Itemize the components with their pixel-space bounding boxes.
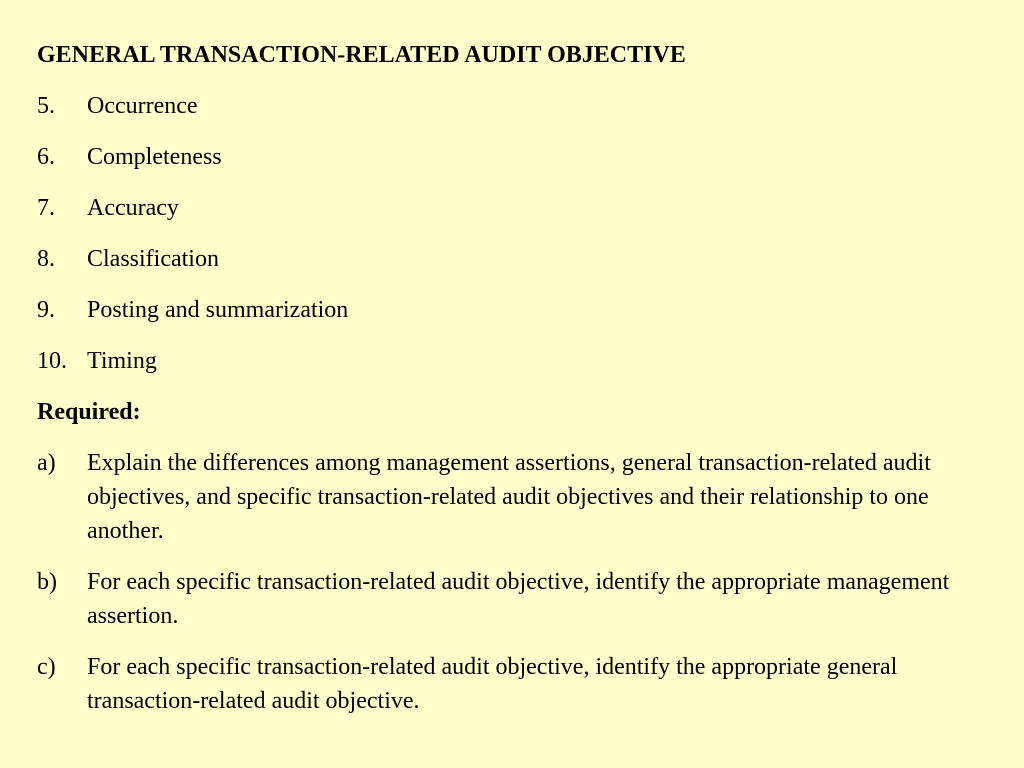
- objective-number: 6.: [37, 144, 55, 170]
- required-label: Required:: [37, 399, 141, 425]
- objective-text: Occurrence: [87, 93, 198, 119]
- requirement-item: [37, 446, 967, 548]
- slide-content: [37, 38, 967, 735]
- objective-item: [37, 242, 967, 276]
- objective-text: Classification: [87, 246, 219, 272]
- objective-item: [37, 293, 967, 327]
- requirement-letter: b): [37, 569, 57, 595]
- requirement-letter: a): [37, 450, 56, 476]
- requirement-item: [37, 650, 967, 718]
- objective-item: [37, 89, 967, 123]
- requirement-text: Explain the differences among management assertions, general transaction-related audit objectives, and specific transaction-related audit objectives and their relationship to one another.: [87, 450, 931, 544]
- requirement-text: For each specific transaction-related audit objective, identify the appropriate general transaction-related audit objective.: [87, 654, 898, 714]
- objective-text: Posting and summarization: [87, 297, 349, 323]
- objective-text: Completeness: [87, 144, 222, 170]
- objective-number: 9.: [37, 297, 55, 323]
- slide-heading: GENERAL TRANSACTION-RELATED AUDIT OBJECTIVE: [37, 42, 686, 68]
- objective-number: 8.: [37, 246, 55, 272]
- requirement-letter: c): [37, 654, 56, 680]
- requirement-item: [37, 565, 967, 633]
- objective-item: [37, 191, 967, 225]
- objective-item: [37, 344, 967, 378]
- objective-text: Timing: [87, 348, 157, 374]
- objective-number: 10.: [37, 348, 67, 374]
- objective-text: Accuracy: [87, 195, 179, 221]
- objective-number: 5.: [37, 93, 55, 119]
- objective-item: [37, 140, 967, 174]
- requirement-text: For each specific transaction-related audit objective, identify the appropriate management assertion.: [87, 569, 950, 629]
- objective-number: 7.: [37, 195, 55, 221]
